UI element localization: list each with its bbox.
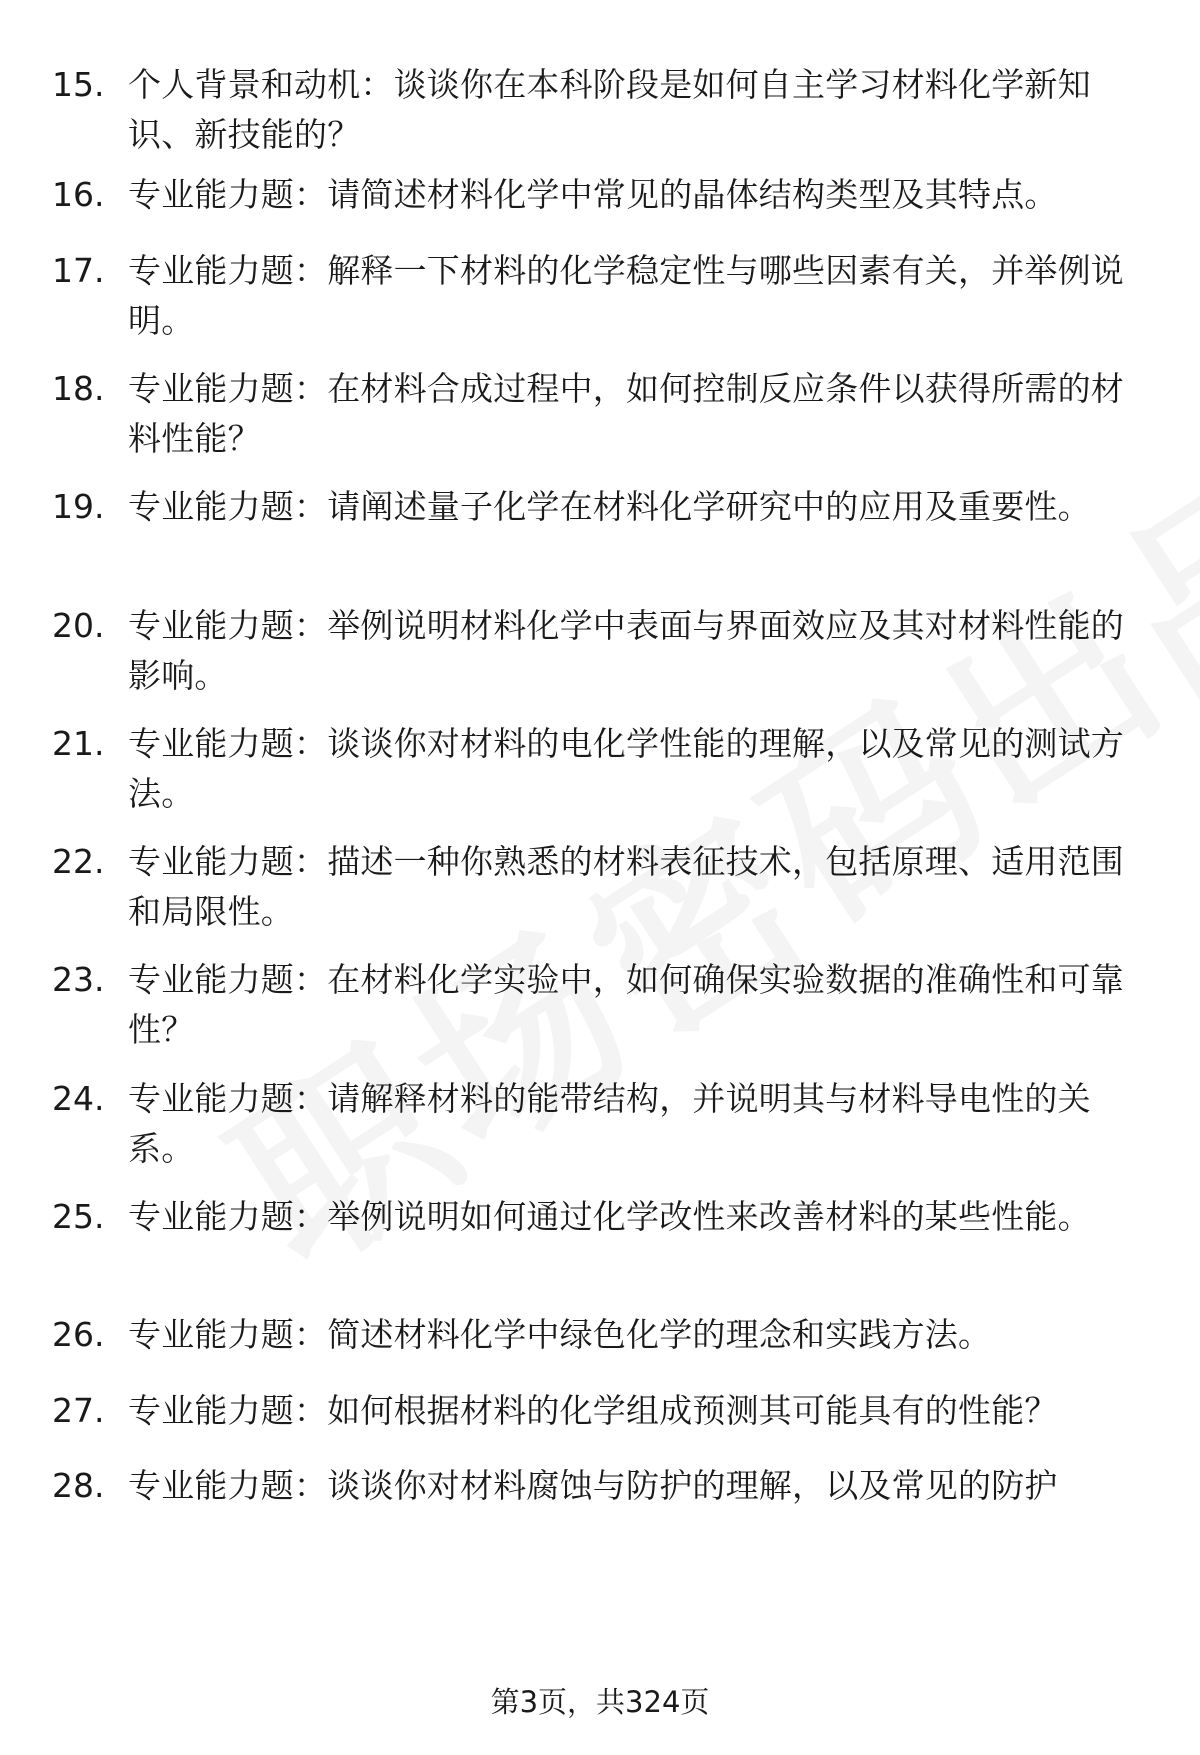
question-number: 19. bbox=[52, 487, 105, 526]
question-number: 24. bbox=[52, 1079, 105, 1118]
question-text: 专业能力题：请解释材料的能带结构，并说明其与材料导电性的关系。 bbox=[128, 1079, 1091, 1168]
question-number: 25. bbox=[52, 1197, 105, 1236]
question-number: 22. bbox=[52, 842, 105, 881]
question-text: 专业能力题：简述材料化学中绿色化学的理念和实践方法。 bbox=[128, 1315, 992, 1354]
question-number: 20. bbox=[52, 606, 105, 645]
question-text: 专业能力题：举例说明材料化学中表面与界面效应及其对材料性能的影响。 bbox=[128, 606, 1124, 695]
question-text: 专业能力题：解释一下材料的化学稳定性与哪些因素有关，并举例说明。 bbox=[128, 251, 1124, 340]
page-footer bbox=[0, 1682, 1200, 1722]
question-number: 28. bbox=[52, 1466, 105, 1505]
question-text: 专业能力题：举例说明如何通过化学改性来改善材料的某些性能。 bbox=[128, 1197, 1091, 1236]
question-text: 专业能力题：请简述材料化学中常见的晶体结构类型及其特点。 bbox=[128, 175, 1058, 214]
question-text: 专业能力题：如何根据材料的化学组成预测其可能具有的性能？ bbox=[128, 1391, 1058, 1430]
question-number: 16. bbox=[52, 175, 105, 214]
question-number: 15. bbox=[52, 65, 105, 104]
question-number: 23. bbox=[52, 960, 105, 999]
question-number: 21. bbox=[52, 724, 105, 763]
question-number: 26. bbox=[52, 1315, 105, 1354]
question-text: 专业能力题：在材料合成过程中，如何控制反应条件以获得所需的材料性能？ bbox=[128, 369, 1124, 458]
question-number: 17. bbox=[52, 251, 105, 290]
question-text: 专业能力题：请阐述量子化学在材料化学研究中的应用及重要性。 bbox=[128, 487, 1091, 526]
question-text: 个人背景和动机：谈谈你在本科阶段是如何自主学习材料化学新知识、新技能的？ bbox=[128, 65, 1091, 154]
page-number-label: 第3页，共324页 bbox=[490, 1685, 710, 1719]
question-number: 27. bbox=[52, 1391, 105, 1430]
question-text: 专业能力题：谈谈你对材料腐蚀与防护的理解，以及常见的防护 bbox=[128, 1466, 1058, 1505]
question-text: 专业能力题：描述一种你熟悉的材料表征技术，包括原理、适用范围和局限性。 bbox=[128, 842, 1124, 931]
question-text: 专业能力题：谈谈你对材料的电化学性能的理解，以及常见的测试方法。 bbox=[128, 724, 1124, 813]
question-text: 专业能力题：在材料化学实验中，如何确保实验数据的准确性和可靠性？ bbox=[128, 960, 1124, 1049]
question-number: 18. bbox=[52, 369, 105, 408]
